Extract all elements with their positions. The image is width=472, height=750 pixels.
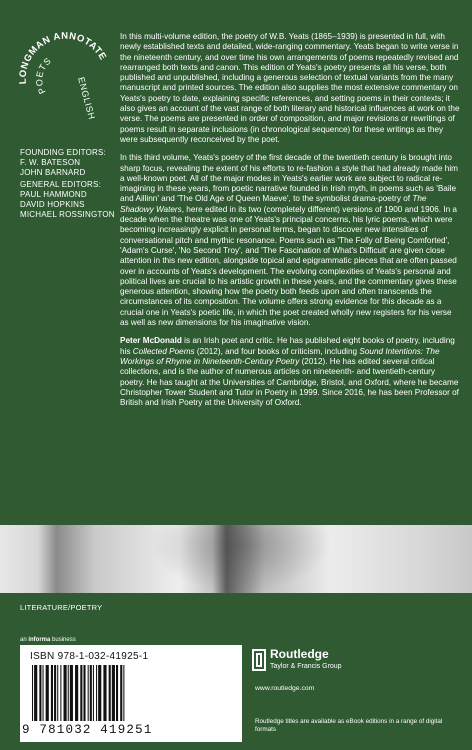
founding-editors-heading: FOUNDING EDITORS: [20, 148, 106, 157]
bio-part2: (2012), and four books of criticism, including [194, 346, 358, 356]
series-logo-emblem [16, 22, 112, 122]
informa-suffix: business [50, 637, 76, 643]
barcode-bar [39, 665, 41, 721]
barcode-bar [83, 665, 85, 721]
author-bio [120, 336, 460, 408]
barcode-bar [112, 665, 115, 721]
barcode-bar [109, 665, 111, 721]
blurb-p2-part2: , here edited in its two (completely different) versions of 1900 and 1906. In a decade when the theatre was one of Yeats's principal concerns, his lyric poems, which were becoming increasingly explicit in personal terms, began to discover new intensities of conversational pitch and mythic resonance. Poems such as 'The Folly of Being Comforted', 'Adam's Curse', 'No Second Troy', and 'The Fascination of What's Difficult' are given close attention in this new edition, alongside topical and epigrammatic pieces that are often passed over in accounts of Yeats's development. The evolving complexities of Yeats's personal and political lives are crucial to his artistic growth in these years, and the commentary gives these generous attention, showing how the poetry both feeds upon and often transcends the circumstances of its composition. The volume offers strong evidence for this decade as a crucial one in Yeats's poetic life, in which the poet created wholly new registers for his verse as well as new dimensions for his imaginative vision. [120, 204, 457, 328]
isbn-label: ISBN 978-1-032-41925-1 [30, 651, 149, 662]
barcode-bar [90, 665, 92, 721]
general-editor: DAVID HOPKINS [20, 200, 85, 209]
bio-book1: Collected Poems [132, 346, 195, 356]
barcode-bar [32, 665, 33, 721]
barcode-bar [123, 665, 124, 721]
general-editor: MICHAEL ROSSINGTON [20, 210, 115, 219]
barcode-bar [116, 665, 118, 721]
publisher-url[interactable]: www.routledge.com [255, 685, 315, 692]
publisher-group: Taylor & Francis Group [270, 663, 342, 670]
blurb-p2-part1: In this third volume, Yeats's poetry of the first decade of the twentieth century is brought into sharp focus, revealing the extent of his efforts to re-fashion a style that had already made him a well-known poet. All of the major modes in Yeats's earlier work are subject to radical re-imagining in these years, from poetic narrative founded in Irish myth, in poems such as 'Baile and Aillinn' and 'The Old Age of Queen Maeve', to the symbolist drama-poetry of [120, 153, 458, 204]
barcode-bar [103, 665, 106, 721]
barcode-bar [51, 665, 53, 721]
bio-part3: (2012). He has edited several critical collections, and is the author of numerous articles on nineteenth- and twentieth-century poetry. He has taught at the Universities of Cambridge, Bristol, and Oxford, where he became Christopher Tower Student and Tutor in Poetry in 1999. Since 2016, he has been Professor of British and Irish Poetry at the University of Oxford. [120, 356, 459, 408]
general-editors-heading: GENERAL EDITORS: [20, 180, 101, 189]
photo-shade [150, 525, 330, 593]
author-name: Peter McDonald [120, 336, 182, 346]
series-logo-line3: POETS [34, 55, 54, 96]
barcode-box [20, 645, 242, 742]
founding-editor: F. W. BATESON [20, 158, 81, 167]
founding-editor: JOHN BARNARD [20, 168, 86, 177]
barcode-bar [57, 665, 58, 721]
barcode-bar [96, 665, 97, 721]
general-editor: PAUL HAMMOND [20, 190, 87, 199]
ebook-note: Routledge titles are available as eBook editions in a range of digital formats [255, 718, 443, 733]
blurb-paragraph-1: In this multi-volume edition, the poetry of W.B. Yeats (1865–1939) is presented in full, with newly established texts and detailed, wide-ranging commentary. Yeats began to write verse in the nineteenth century, and over time his own arrangements of poems repeatedly revised and rearranged both texts and canon. This edition of Yeats's poetry presents all his verse, both published and unpublished, including a generous selection of textual variants from the many manuscript and printed sources. The edition also supplies the most extensive commentary on Yeats's poetry to date, explaining specific references, and setting poems in their contexts; it also gives an account of the vast range of both literary and historical influences at work on the verse. The poems are presented in order of composition, and major revisions or rewritings of poems result in separate inclusions (in chronological sequence) for these writings as they were subsequently reconceived by the poet. [120, 32, 460, 144]
barcode-digits: 9 781032 419251 [22, 723, 153, 737]
informa-brand: informa [28, 637, 51, 643]
barcode-bar [34, 665, 37, 721]
barcode-bars [30, 665, 230, 721]
series-logo-line2: ENGLISH [76, 75, 98, 121]
bio-part1: is an Irish poet and critic. He has published eight books of poetry, including his [120, 336, 455, 356]
founding-editors [20, 148, 106, 178]
barcode-bar [80, 665, 82, 721]
barcode-bar [54, 665, 56, 721]
general-editors [20, 180, 115, 220]
barcode-bar [43, 665, 44, 721]
routledge-logo-icon [252, 649, 266, 671]
blurb-p2-title: The Shadowy Waters [120, 194, 427, 214]
series-logo [16, 22, 112, 122]
barcode-bar [68, 665, 69, 721]
svg-text:POETS [34, 55, 53, 95]
barcode-bar [60, 665, 61, 721]
barcode-bar [75, 665, 78, 721]
series-logo-line1: LONGMAN ANNOTATE [17, 30, 109, 85]
photo-band [0, 525, 472, 593]
svg-text:LONGMAN ANNOTATED [16, 22, 108, 84]
category-label: LITERATURE/POETRY [20, 603, 103, 612]
blurb-paragraph-2 [120, 153, 460, 328]
barcode-bar [64, 665, 67, 721]
barcode-bar [70, 665, 73, 721]
barcode-bar [46, 665, 49, 721]
barcode-bar [120, 665, 122, 721]
bio-book2: Sound Intentions: The Workings of Rhyme in Nineteenth-Century Poetry [120, 346, 440, 366]
blurb-text [120, 32, 460, 416]
barcode-graphic [30, 665, 230, 721]
barcode-bar [98, 665, 101, 721]
barcode-bar [88, 665, 89, 721]
barcode-bar [93, 665, 94, 721]
informa-prefix: an [20, 637, 29, 643]
informa-business [20, 637, 76, 643]
publisher-name: Routledge [270, 647, 329, 661]
left-column [0, 0, 118, 525]
